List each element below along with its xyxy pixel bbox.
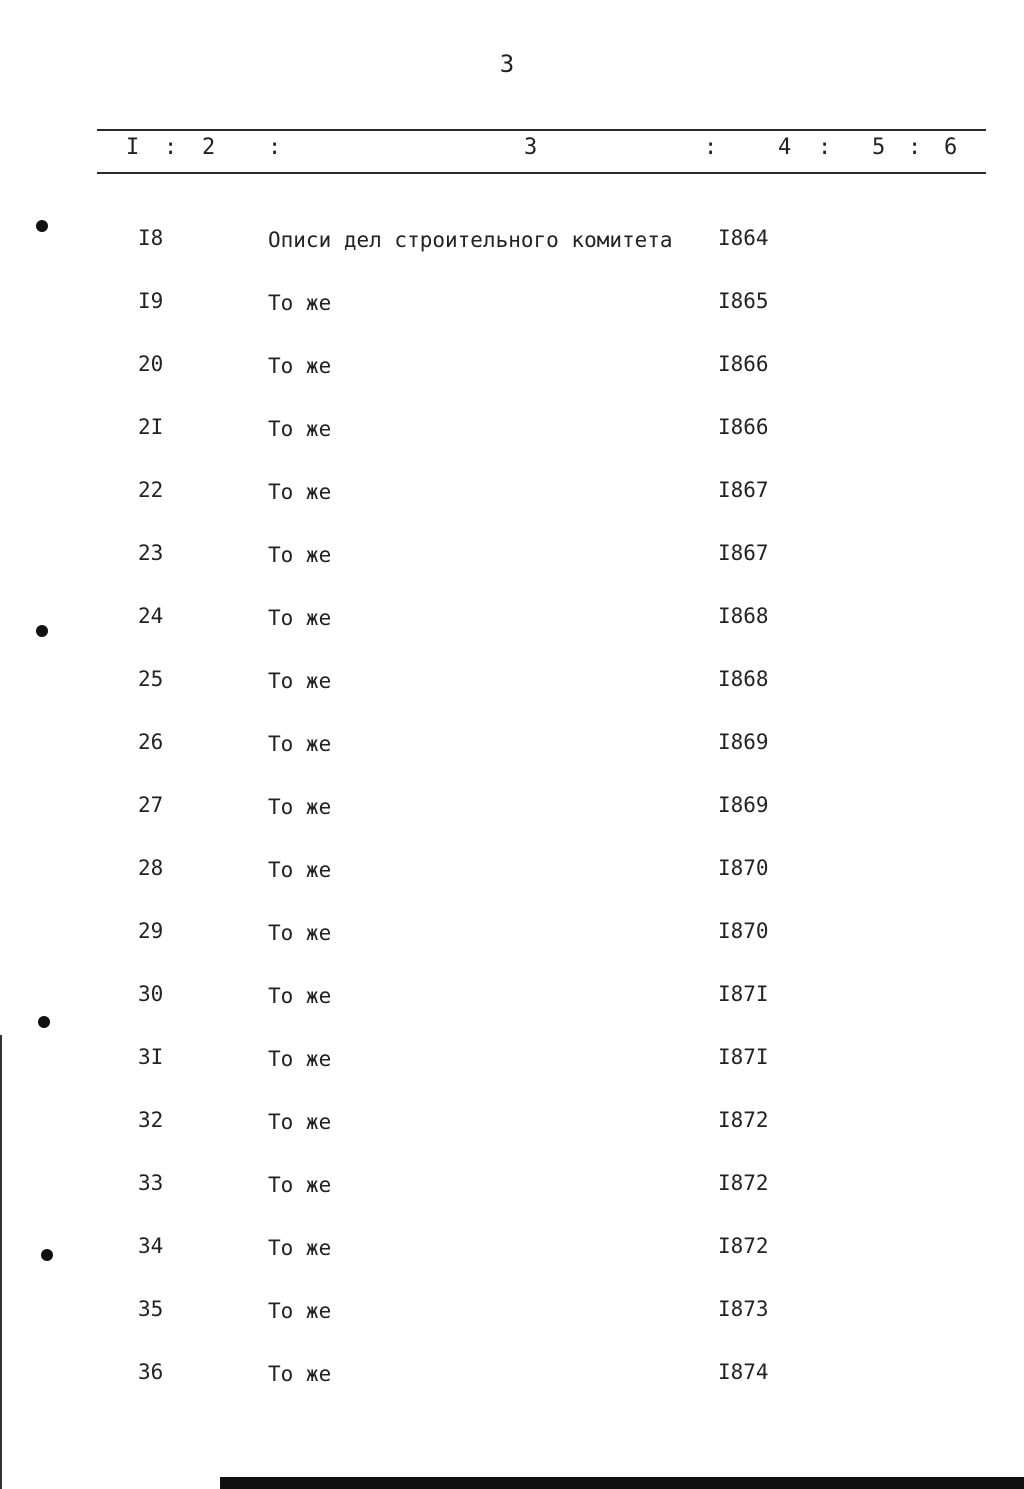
table-row (0, 226, 1024, 266)
row-year: I869 (718, 730, 769, 754)
header-sep-2: : (268, 135, 282, 160)
row-description: То же (268, 732, 332, 756)
row-number: 36 (138, 1360, 164, 1384)
header-col-3: 3 (524, 135, 538, 160)
row-description: Описи дел строительного комитета (268, 228, 673, 252)
row-number: 32 (138, 1108, 164, 1132)
row-description: То же (268, 543, 332, 567)
row-year: I867 (718, 478, 769, 502)
table-row (0, 478, 1024, 518)
row-year: I87I (718, 982, 769, 1006)
row-description: То же (268, 1236, 332, 1260)
row-description: То же (268, 480, 332, 504)
row-description: То же (268, 291, 332, 315)
row-number: 30 (138, 982, 164, 1006)
row-number: 29 (138, 919, 164, 943)
row-description: То же (268, 1362, 332, 1386)
row-number: 33 (138, 1171, 164, 1195)
header-sep-5: : (908, 135, 922, 160)
table-row (0, 1360, 1024, 1400)
row-description: То же (268, 669, 332, 693)
row-number: 22 (138, 478, 164, 502)
header-col-2: 2 (202, 135, 216, 160)
row-number: 35 (138, 1297, 164, 1321)
table-header (0, 135, 1024, 169)
row-description: То же (268, 354, 332, 378)
table-row (0, 667, 1024, 707)
table-row (0, 1045, 1024, 1085)
row-number: 3I (138, 1045, 164, 1069)
row-number: 23 (138, 541, 164, 565)
row-number: 26 (138, 730, 164, 754)
row-year: I873 (718, 1297, 769, 1321)
table-row (0, 919, 1024, 959)
row-year: I865 (718, 289, 769, 313)
table-row (0, 604, 1024, 644)
row-year: I870 (718, 856, 769, 880)
table-row (0, 856, 1024, 896)
row-description: То же (268, 984, 332, 1008)
row-number: 2I (138, 415, 164, 439)
row-description: То же (268, 921, 332, 945)
row-description: То же (268, 1047, 332, 1071)
row-year: I874 (718, 1360, 769, 1384)
row-description: То же (268, 606, 332, 630)
row-year: I866 (718, 415, 769, 439)
row-description: То же (268, 1299, 332, 1323)
table-row (0, 1297, 1024, 1337)
table-row (0, 415, 1024, 455)
table-row (0, 730, 1024, 770)
row-year: I870 (718, 919, 769, 943)
row-number: 20 (138, 352, 164, 376)
row-year: I87I (718, 1045, 769, 1069)
table-row (0, 793, 1024, 833)
row-year: I866 (718, 352, 769, 376)
header-top-rule (97, 129, 986, 131)
row-year: I872 (718, 1108, 769, 1132)
table-row (0, 1234, 1024, 1274)
row-year: I864 (718, 226, 769, 250)
table-row (0, 1171, 1024, 1211)
row-description: То же (268, 417, 332, 441)
row-year: I872 (718, 1171, 769, 1195)
header-sep-1: : (164, 135, 178, 160)
row-year: I869 (718, 793, 769, 817)
table-row (0, 982, 1024, 1022)
row-number: 34 (138, 1234, 164, 1258)
row-description: То же (268, 858, 332, 882)
table-row (0, 289, 1024, 329)
header-sep-3: : (704, 135, 718, 160)
header-sep-4: : (818, 135, 832, 160)
row-description: То же (268, 1173, 332, 1197)
row-description: То же (268, 1110, 332, 1134)
row-year: I868 (718, 667, 769, 691)
header-col-4: 4 (778, 135, 792, 160)
row-number: I8 (138, 226, 164, 250)
row-number: I9 (138, 289, 164, 313)
row-description: То же (268, 795, 332, 819)
row-number: 27 (138, 793, 164, 817)
header-col-6: 6 (944, 135, 958, 160)
header-col-1: I (126, 135, 140, 160)
row-year: I872 (718, 1234, 769, 1258)
row-number: 28 (138, 856, 164, 880)
header-col-5: 5 (872, 135, 886, 160)
bottom-edge-bar (220, 1477, 1024, 1489)
page-number: 3 (499, 50, 515, 78)
row-number: 25 (138, 667, 164, 691)
table-row (0, 1108, 1024, 1148)
row-year: I867 (718, 541, 769, 565)
table-row (0, 352, 1024, 392)
table-row (0, 541, 1024, 581)
row-year: I868 (718, 604, 769, 628)
header-bottom-rule (97, 172, 986, 174)
row-number: 24 (138, 604, 164, 628)
